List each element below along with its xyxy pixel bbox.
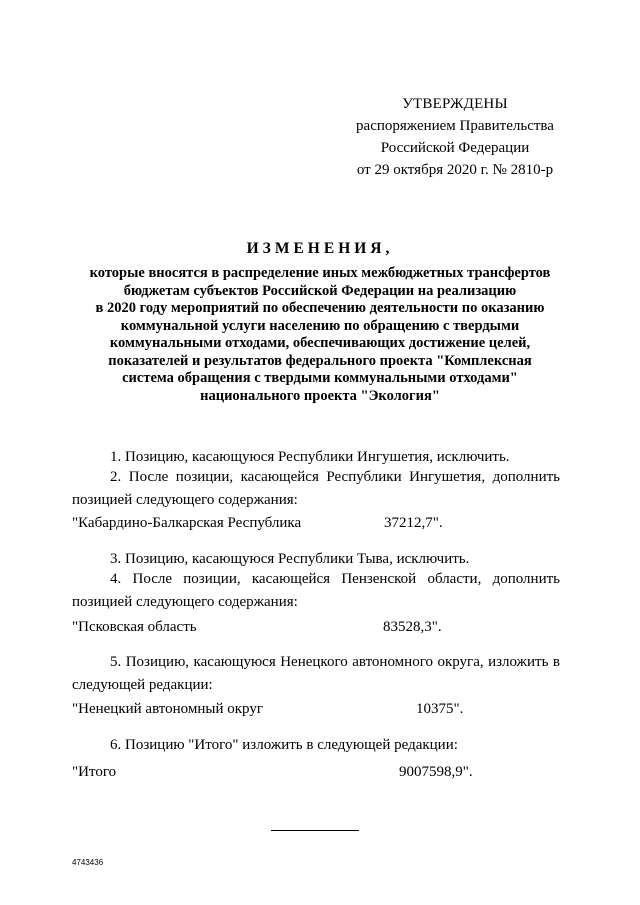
approval-line: распоряжением Правительства — [356, 118, 554, 134]
subtitle-line: система обращения с твердыми коммунальными отходами" — [122, 370, 518, 386]
position-row — [72, 515, 560, 535]
item-5: 5. Позицию, касающуюся Ненецкого автономного округа, изложить в следующей редакции: — [72, 654, 560, 693]
subtitle-line: показателей и результатов федерального проекта "Комплексная — [108, 352, 532, 369]
subtitle-line: в 2020 году мероприятий по обеспечению деятельности по оказанию — [95, 300, 545, 316]
subtitle-line: которые вносятся в распределение иных межбюджетных трансфертов — [89, 265, 551, 281]
subtitle-line: национального проекта "Экология" — [200, 387, 440, 404]
position-name: "Итого — [72, 764, 117, 780]
document-subtitle — [70, 265, 570, 405]
document-title: ИЗМЕНЕНИЯ, — [246, 240, 394, 257]
subtitle-line: коммунальной услуги населению по обращению с твердыми — [120, 317, 520, 334]
approval-date: от 29 октября 2020 г. № 2810-р — [356, 162, 554, 178]
position-value: 83528,3". — [383, 619, 442, 635]
position-row — [72, 764, 560, 784]
position-name: "Ненецкий автономный округ — [72, 701, 264, 717]
position-name: "Кабардино-Балкарская Республика — [72, 515, 302, 531]
approval-heading: УТВЕРЖДЕНЫ — [402, 96, 508, 112]
position-row — [72, 619, 560, 639]
document-number: 4743436 — [72, 858, 104, 867]
end-rule — [271, 830, 359, 831]
subtitle-line: коммунальными отходами, обеспечивающих достижение целей, — [109, 335, 531, 351]
subtitle-line: бюджетам субъектов Российской Федерации на реализацию — [123, 282, 517, 299]
approval-block — [320, 93, 590, 181]
position-value: 10375". — [416, 701, 464, 717]
position-name: "Псковская область — [72, 619, 197, 635]
position-value: 37212,7". — [384, 515, 443, 531]
item-4: 4. После позиции, касающейся Пензенской области, дополнить позицией следующего содержания: — [72, 571, 560, 610]
item-2: 2. После позиции, касающейся Республики Ингушетия, дополнить позицией следующего содержания: — [72, 469, 560, 508]
item-6: 6. Позицию "Итого" изложить в следующей редакции: — [110, 737, 458, 753]
item-3: 3. Позицию, касающуюся Республики Тыва, исключить. — [110, 551, 470, 567]
position-row — [72, 701, 560, 721]
position-value: 9007598,9". — [399, 764, 473, 780]
item-1: 1. Позицию, касающуюся Республики Ингушетия, исключить. — [110, 449, 510, 465]
approval-line: Российской Федерации — [380, 140, 530, 156]
